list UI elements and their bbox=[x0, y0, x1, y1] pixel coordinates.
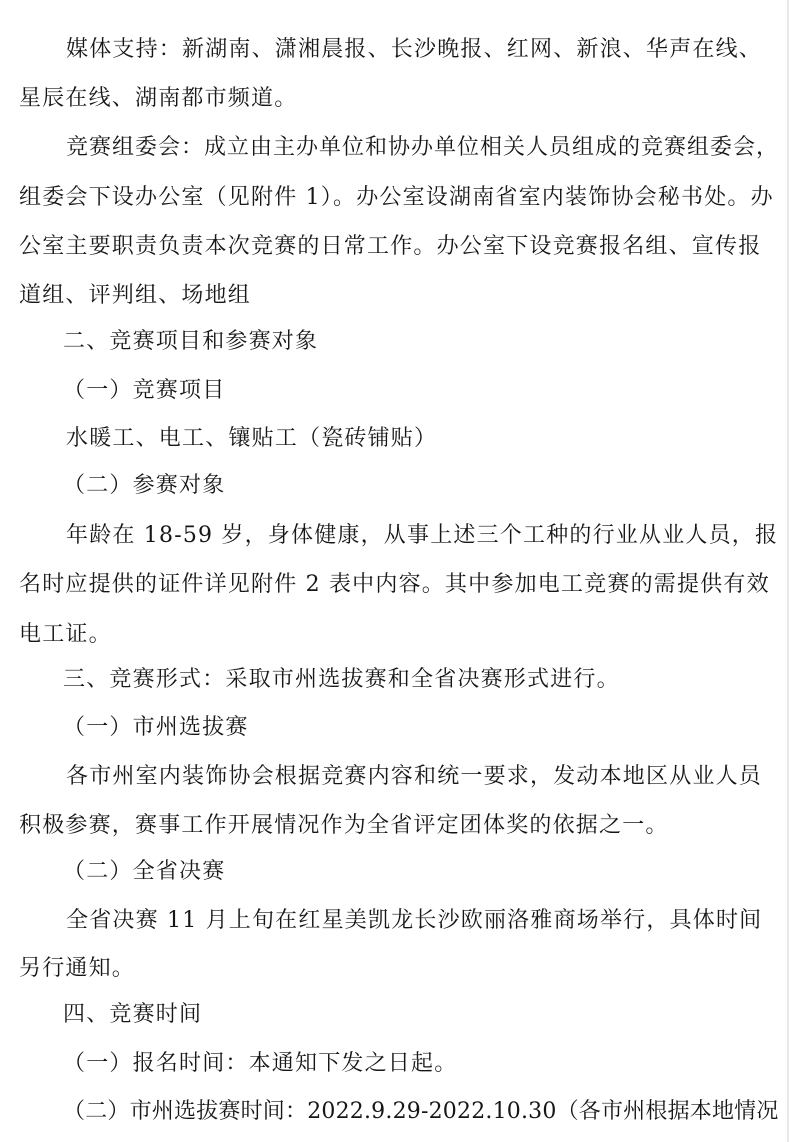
text-line: 公室主要职责负责本次竞赛的日常工作。办公室下设竞赛报名组、宣传报 bbox=[19, 234, 762, 259]
text-line: 积极参赛，赛事工作开展情况作为全省评定团体奖的依据之一。 bbox=[19, 813, 669, 838]
text-line: 星辰在线、湖南都市频道。 bbox=[19, 86, 298, 111]
section-heading: 二、竞赛项目和参赛对象 bbox=[63, 329, 319, 354]
sub-heading: （二）参赛对象 bbox=[63, 473, 226, 498]
sub-heading: （一）竞赛项目 bbox=[63, 378, 226, 403]
section-heading: 四、竞赛时间 bbox=[63, 1002, 203, 1027]
sub-heading: （一）市州选拔赛 bbox=[63, 715, 249, 740]
text-line: 媒体支持：新湖南、潇湘晨报、长沙晚报、红网、新浪、华声在线、 bbox=[66, 37, 763, 62]
text-line: 全省决赛 11 月上旬在红星美凯龙长沙欧丽洛雅商场举行，具体时间 bbox=[66, 908, 763, 933]
text-line: 年龄在 18-59 岁，身体健康，从事上述三个工种的行业从业人员，报 bbox=[66, 523, 779, 548]
text-line: 另行通知。 bbox=[19, 956, 136, 981]
sub-heading: （一）报名时间：本通知下发之日起。 bbox=[63, 1051, 458, 1076]
sub-heading: （二）全省决赛 bbox=[63, 859, 226, 884]
section-heading: 三、竞赛形式：采取市州选拔赛和全省决赛形式进行。 bbox=[63, 667, 620, 692]
text-line: 水暖工、电工、镶贴工（瓷砖铺贴） bbox=[66, 426, 438, 451]
sub-heading: （二）市州选拔赛时间：2022.9.29-2022.10.30（各市州根据本地情况 bbox=[63, 1099, 779, 1124]
text-line: 各市州室内装饰协会根据竞赛内容和统一要求，发动本地区从业人员 bbox=[66, 764, 763, 789]
text-line: 竞赛组委会：成立由主办单位和协办单位相关人员组成的竞赛组委会， bbox=[66, 135, 780, 160]
text-line: 道组、评判组、场地组 bbox=[19, 283, 252, 308]
text-line: 电工证。 bbox=[19, 622, 112, 647]
text-line: 组委会下设办公室（见附件 1）。办公室设湖南省室内装饰协会秘书处。办 bbox=[19, 185, 774, 210]
text-line: 名时应提供的证件详见附件 2 表中内容。其中参加电工竞赛的需提供有效 bbox=[19, 572, 770, 597]
